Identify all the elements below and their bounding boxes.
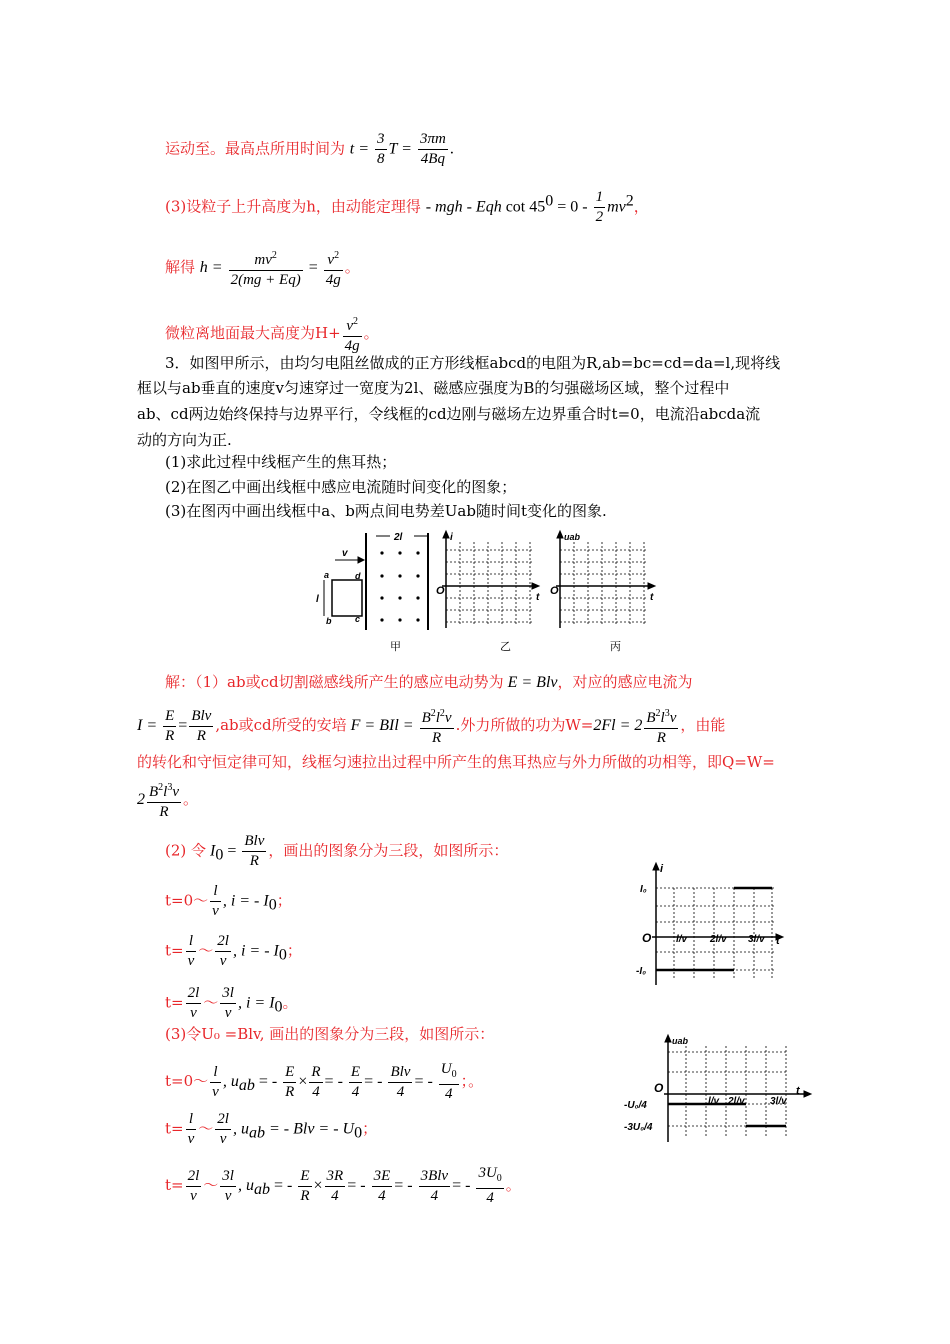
graph-current — [636, 860, 796, 990]
fig-corner-d: d — [355, 571, 361, 581]
problem-text-1: 3．如图甲所示，由均匀电阻丝做成的正方形线框abcd的电阻为R,ab=bc=cd=da=l,现将线 — [165, 354, 781, 372]
solution-line-2: I = $\frac{E}{R}$ = Blv R ,ab或cd所受的安培 F = BIl = $\frac{B^2l^2v}{R}$ .外力所做的功为W=2Fl = 2 $\frac{B^2l^3v}{R}$ ，由能 — [137, 704, 725, 748]
fig-corner-c: c — [355, 614, 361, 624]
solution-line-3: 的转化和守恒定律可知，线框匀速拉出过程中所产生的焦耳热应与外力所做的功相等，即Q=W= — [137, 753, 775, 771]
figure-bing — [556, 531, 655, 628]
graph-i-t-label: t — [776, 935, 780, 947]
graph-u-tick-3: 3l/v — [770, 1096, 787, 1107]
graph-u-tick-2: 2l/v — [728, 1096, 745, 1107]
solution-line-4: 2 $\frac{B^2l^3v}{R}$ 。 — [137, 778, 198, 822]
graph-i-pos-label: I₀ — [640, 884, 647, 895]
segment-u-3: t= $\frac{2l}{v}$ ～ $\frac{3l}{v}$ , $u_{ab}$ = - $\frac{E}{R}$ × $\frac{3R}{4}$ = - $\frac{3E}{4}$ = - 3Blv 4 = - $\frac{3U_0}{4}$ 。 — [165, 1165, 521, 1206]
segment-u-1: t=0～ $\frac{l}{v}$ , $u_{ab}$ = - $\frac{E}{R}$ × $\frac{R}{4}$ = - $\frac{E}{4}$ = - Blv 4 = - $\frac{U_0}{4}$ ；。 — [165, 1061, 484, 1102]
graph-i-axis-label: i — [660, 863, 664, 875]
graph-u-axis-label: uab — [672, 1036, 689, 1046]
fig-bing-origin: O — [550, 585, 559, 597]
problem-figure — [310, 528, 660, 658]
fig-yi-axis-t: t — [536, 592, 540, 603]
fig-side-label: l — [316, 594, 319, 605]
line-energy-theorem: (3)设粒子上升高度为h，由动能定理得 - mgh - Eqh $\cot 45^0 = 0$ - $\frac{1}{2}$ $mv^2$， — [165, 189, 649, 225]
fig-yi-axis-i: i — [450, 532, 453, 543]
graph-i-neg-label: -I₀ — [636, 966, 647, 977]
segment-u-2: t= $\frac{l}{v}$ ～ $\frac{2l}{v}$ , $u_{ab}$ = - Blv = - $U_0$； — [165, 1111, 378, 1147]
graph-u-quarter-label: -U₀/4 — [624, 1100, 647, 1111]
question-3: (3)在图丙中画出线框中a、b两点间电势差Uab随时间t变化的图象. — [165, 502, 607, 520]
fig-label-bing: 丙 — [610, 641, 621, 653]
figure-jia — [324, 533, 428, 630]
graph-i-tick-2: 2l/v — [710, 934, 727, 945]
segment-i-1: t=0～ $\frac{l}{v}$ , i = - $I_0$； — [165, 883, 292, 919]
fig-yi-origin: O — [436, 585, 445, 597]
solution-line-5: (2) 令 $I_0$ = Blv R ，画出的图象分为三段，如图所示： — [165, 833, 509, 869]
fig-width-label: 2l — [394, 532, 403, 543]
fig-v-label: v — [342, 548, 348, 559]
question-1: (1)求此过程中线框产生的焦耳热； — [165, 453, 397, 471]
figure-yi — [442, 531, 539, 628]
graph-i-origin: O — [642, 931, 652, 945]
graph-u-t-label: t — [796, 1085, 800, 1097]
segment-i-3: t= $\frac{2l}{v}$ ～ $\frac{3l}{v}$ , $i = I_0$。 — [165, 985, 298, 1021]
solution-line-6: (3)令U₀ =Blv, 画出的图象分为三段，如图所示： — [165, 1025, 495, 1043]
line-max-height: 微粒离地面最大高度为H+ $\frac{v^2}{4g}$ 。 — [165, 312, 379, 356]
graph-voltage — [624, 1032, 814, 1144]
problem-text-3: ab、cd两边始终保持与边界平行，令线框的cd边刚与磁场左边界重合时t=0，电流沿abcda流 — [137, 405, 761, 423]
graph-i-tick-1: l/v — [676, 934, 688, 945]
segment-i-2: t= $\frac{l}{v}$ ～ $\frac{2l}{v}$ , i = - $I_0$； — [165, 933, 302, 969]
graph-u-tick-1: l/v — [708, 1096, 720, 1107]
fig-label-yi: 乙 — [500, 641, 511, 653]
graph-u-3quarter-label: -3U₀/4 — [624, 1122, 653, 1133]
problem-text-2: 框以与ab垂直的速度v匀速穿过一宽度为2l、磁感应强度为B的匀强磁场区域，整个过程中 — [137, 379, 730, 397]
graph-u-origin: O — [654, 1081, 664, 1095]
fig-bing-axis-u: uab — [564, 532, 581, 542]
graph-i-tick-3: 3l/v — [748, 934, 765, 945]
line-time-top: 运动至。最高点所用时间为 t = $\frac{3}{8}$ T = $\frac{3\pi m}{4Bq}$ . — [165, 131, 454, 167]
question-2: (2)在图乙中画出线框中感应电流随时间变化的图象； — [165, 478, 517, 496]
line-solve-h: 解得 h = $\frac{mv^2}{2(mg + Eq)}$ = $\frac{v^2}{4g}$ 。 — [165, 246, 360, 290]
problem-text-4: 动的方向为正. — [137, 431, 232, 449]
fig-corner-a: a — [324, 570, 330, 580]
fig-corner-b: b — [326, 616, 332, 626]
solution-line-1: 解：（1）ab或cd切割磁感线所产生的感应电动势为 E = Blv，对应的感应电流为 — [165, 673, 693, 691]
fig-label-jia: 甲 — [390, 641, 401, 653]
fig-bing-axis-t: t — [650, 592, 654, 603]
